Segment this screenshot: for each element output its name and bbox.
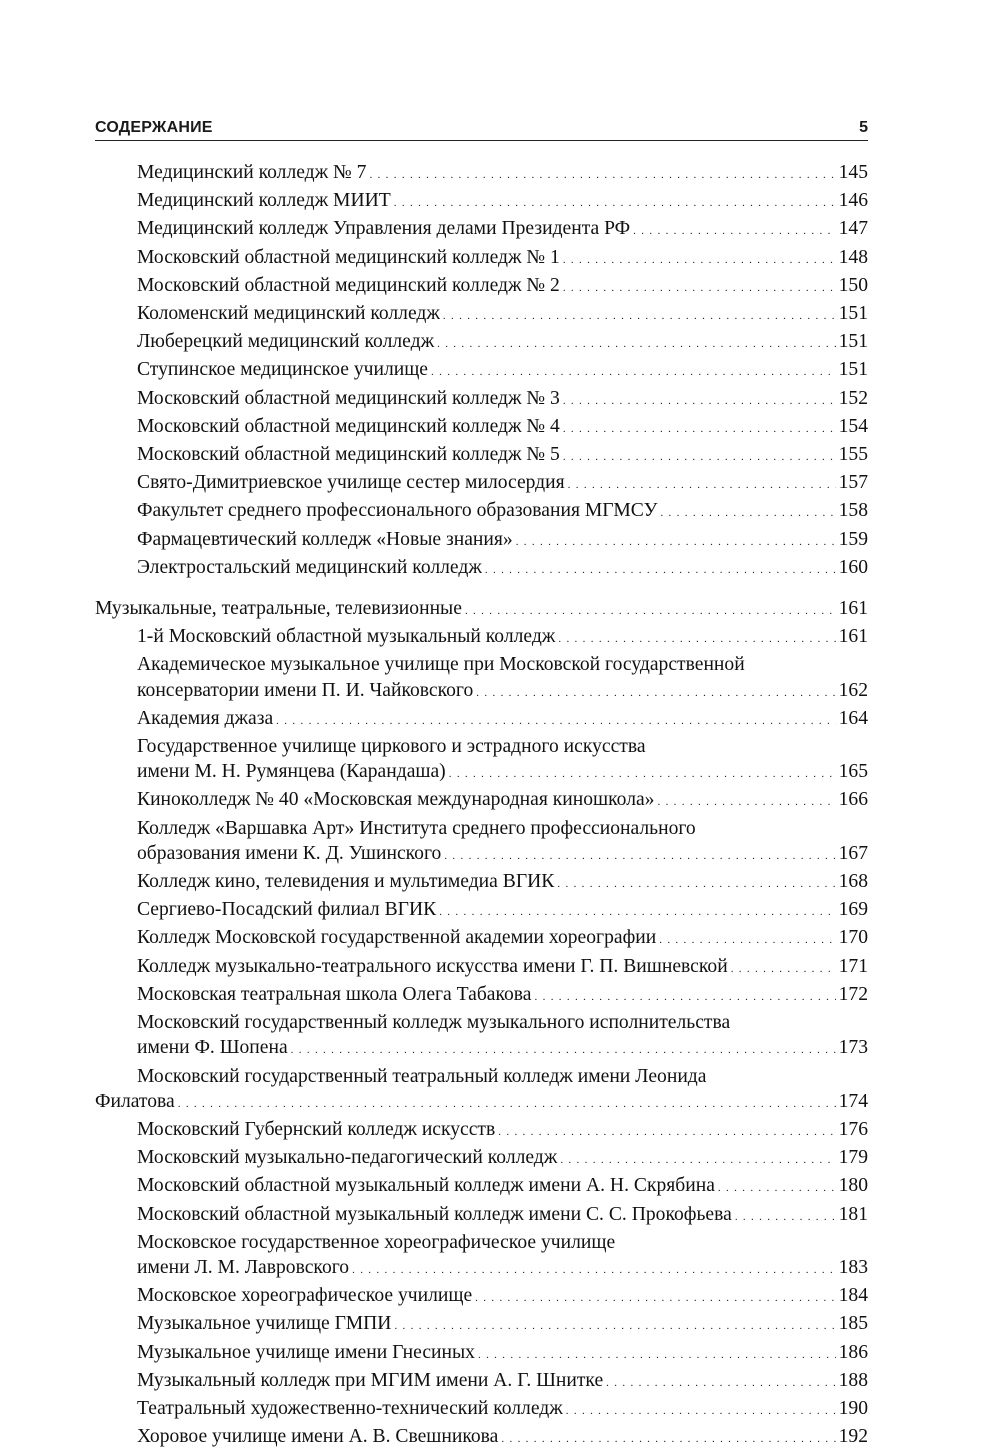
toc-entry-page: 173 — [838, 1037, 868, 1059]
toc-entry-page: 171 — [838, 955, 868, 977]
dot-leader — [444, 844, 835, 869]
toc-entry-title: Медицинский колледж Управления делами Президента РФ — [137, 218, 631, 240]
toc-entry-title: Музыкальный колледж при МГИМ имени А. Г. Шнитке — [137, 1369, 604, 1391]
toc-entry[interactable] — [95, 442, 868, 470]
toc-entry-page: 145 — [838, 162, 868, 183]
dot-leader — [633, 219, 835, 244]
dot-leader — [735, 1205, 836, 1230]
toc-entry-page: 150 — [838, 274, 868, 296]
dot-leader — [394, 191, 836, 216]
header-title: СОДЕРЖАНИЕ — [95, 119, 213, 136]
toc-entry[interactable] — [95, 734, 868, 787]
toc-entry-title: образования имени К. Д. Ушинского — [137, 842, 442, 864]
toc-entry-line: Академическое музыкальное училище при Московской государственной — [137, 654, 745, 676]
toc-entry-page: 166 — [838, 789, 868, 811]
toc-entry[interactable] — [95, 555, 868, 583]
toc-entry[interactable] — [95, 1424, 868, 1452]
toc-entry-page: 151 — [838, 359, 868, 381]
dot-leader — [437, 332, 836, 357]
toc-entry-title: имени М. Н. Румянцева (Карандаша) — [137, 761, 446, 783]
dot-leader — [439, 900, 835, 925]
toc-entry-page: 176 — [838, 1118, 868, 1140]
dot-leader — [498, 1120, 835, 1145]
toc-entry-page: 158 — [838, 500, 868, 522]
toc-entry[interactable] — [95, 1202, 868, 1230]
toc-entry-line: Московский государственный театральный колледж имени Леонида — [137, 1065, 707, 1087]
toc-entry-page: 169 — [838, 899, 868, 921]
toc-entry-page: 183 — [838, 1256, 868, 1278]
toc-entry-page: 152 — [838, 387, 868, 409]
toc-entry-page: 151 — [838, 303, 868, 325]
dot-leader — [568, 473, 836, 498]
toc-entry-title: Люберецкий медицинский колледж — [137, 331, 435, 353]
toc-entry-title: консерватории имени П. И. Чайковского — [137, 679, 474, 701]
dot-leader — [291, 1038, 836, 1063]
toc-entry[interactable] — [95, 624, 868, 652]
toc-entry[interactable] — [95, 1396, 868, 1424]
toc-entry-title: имени Л. М. Лавровского — [137, 1256, 350, 1278]
toc-entry-title: Хоровое училище имени А. В. Свешникова — [137, 1426, 499, 1448]
dot-leader — [563, 276, 836, 301]
dot-leader — [560, 1148, 835, 1173]
dot-leader — [465, 599, 836, 624]
toc-entry-title: Московский областной медицинский колледж № 4 — [137, 415, 560, 437]
toc-entry-page: 160 — [838, 556, 868, 578]
toc-entry[interactable] — [95, 1368, 868, 1396]
toc-entry[interactable] — [95, 245, 868, 273]
toc-entry-page: 161 — [838, 598, 868, 620]
toc-entry-title: Киноколледж № 40 «Московская международная киношкола» — [137, 789, 655, 811]
dot-leader — [566, 1399, 836, 1424]
dot-leader — [558, 627, 835, 652]
toc-entry[interactable] — [95, 216, 868, 244]
toc-entry-title: Московский областной музыкальный колледж имени С. С. Прокофьева — [137, 1203, 732, 1225]
toc-entry[interactable] — [95, 160, 868, 188]
toc-entry-title: имени Ф. Шопена — [137, 1037, 288, 1059]
toc-entry[interactable] — [95, 527, 868, 555]
toc-entry[interactable] — [95, 787, 868, 815]
toc-entry-title: Московский областной медицинский колледж № 3 — [137, 387, 560, 409]
toc-entry-title: Сергиево-Посадский филиал ВГИК — [137, 899, 437, 921]
dot-leader — [718, 1176, 836, 1201]
toc-entry[interactable] — [95, 1064, 868, 1117]
toc-entry[interactable] — [95, 982, 868, 1010]
toc-entry-page: 172 — [838, 983, 868, 1005]
toc-entry[interactable] — [95, 301, 868, 329]
toc-entry-title: Театральный художественно-технический колледж — [137, 1397, 563, 1419]
table-of-contents — [95, 160, 868, 1452]
dot-leader — [485, 558, 836, 583]
dot-leader — [606, 1371, 835, 1396]
toc-entry[interactable] — [95, 329, 868, 357]
toc-entry-page: 151 — [838, 331, 868, 353]
dot-leader — [563, 417, 836, 442]
dot-leader — [657, 790, 835, 815]
toc-entry-page: 188 — [838, 1369, 868, 1391]
toc-entry-title: Медицинский колледж МИИТ — [137, 190, 391, 212]
dot-leader — [557, 872, 835, 897]
toc-entry-title: Колледж Московской государственной академии хореографии — [137, 927, 657, 949]
toc-entry-title: Фармацевтический колледж «Новые знания» — [137, 528, 513, 550]
toc-entry-page: 170 — [838, 927, 868, 949]
toc-entry[interactable] — [95, 1010, 868, 1063]
toc-entry[interactable] — [95, 1145, 868, 1173]
toc-entry-line: Московский государственный колледж музыкального исполнительства — [137, 1012, 731, 1034]
toc-entry[interactable] — [95, 1230, 868, 1283]
toc-entry[interactable] — [95, 869, 868, 897]
toc-entry[interactable] — [95, 816, 868, 869]
toc-entry-title: Медицинский колледж № 7 — [137, 162, 367, 183]
toc-entry-title: Московский областной музыкальный колледж имени А. Н. Скрябина — [137, 1175, 715, 1197]
toc-entry[interactable] — [95, 897, 868, 925]
dot-leader — [476, 681, 835, 706]
toc-entry-title: Академия джаза — [137, 707, 274, 729]
toc-entry-page: 157 — [838, 472, 868, 494]
toc-entry-page: 174 — [838, 1090, 868, 1112]
toc-entry-title: Свято-Димитриевское училище сестер милосердия — [137, 472, 565, 494]
toc-entry[interactable] — [95, 1340, 868, 1368]
dot-leader — [535, 985, 836, 1010]
dot-leader — [475, 1286, 835, 1311]
toc-entry-title: Колледж кино, телевидения и мультимедиа ВГИК — [137, 871, 555, 893]
toc-entry-page: 185 — [838, 1313, 868, 1335]
toc-entry-page: 161 — [838, 626, 868, 648]
toc-entry-title: Филатова — [95, 1090, 175, 1112]
toc-entry-page: 159 — [838, 528, 868, 550]
toc-entry-page: 186 — [838, 1341, 868, 1363]
dot-leader — [501, 1427, 835, 1452]
toc-entry[interactable] — [95, 1283, 868, 1311]
dot-leader — [563, 445, 836, 470]
toc-entry[interactable] — [95, 188, 868, 216]
toc-entry-page: 148 — [838, 246, 868, 268]
toc-entry-title: Московский музыкально-педагогический колледж — [137, 1147, 558, 1169]
toc-entry-page: 164 — [838, 707, 868, 729]
running-header — [95, 118, 868, 141]
dot-leader — [178, 1092, 836, 1117]
toc-entry-page: 181 — [838, 1203, 868, 1225]
toc-entry-page: 162 — [838, 679, 868, 701]
toc-entry[interactable] — [95, 498, 868, 526]
toc-entry-page: 167 — [838, 842, 868, 864]
toc-entry[interactable] — [95, 386, 868, 414]
toc-entry[interactable] — [95, 414, 868, 442]
toc-entry-page: 180 — [838, 1175, 868, 1197]
toc-entry-title: Московское хореографическое училище — [137, 1285, 473, 1307]
toc-entry-page: 184 — [838, 1285, 868, 1307]
toc-entry[interactable] — [95, 273, 868, 301]
toc-entry[interactable] — [95, 1173, 868, 1201]
dot-leader — [563, 389, 836, 414]
toc-entry-title: Московский Губернский колледж искусств — [137, 1118, 496, 1140]
toc-entry-page: 192 — [838, 1426, 868, 1448]
dot-leader — [369, 163, 835, 188]
toc-entry-title: Колледж музыкально-театрального искусства имени Г. П. Вишневской — [137, 955, 728, 977]
toc-entry-line: Государственное училище циркового и эстрадного искусства — [137, 736, 646, 758]
toc-entry[interactable] — [95, 1311, 868, 1339]
dot-leader — [563, 248, 836, 273]
toc-entry[interactable] — [95, 652, 868, 705]
dot-leader — [394, 1314, 835, 1339]
toc-entry-title: Музыкальное училище ГМПИ — [137, 1313, 392, 1335]
toc-entry-title: Факультет среднего профессионального образования МГМСУ — [137, 500, 658, 522]
dot-leader — [449, 762, 836, 787]
toc-entry-line: Колледж «Варшавка Арт» Института среднего профессионального — [137, 817, 696, 839]
toc-entry-page: 155 — [838, 444, 868, 466]
header-page-number: 5 — [859, 119, 868, 136]
toc-entry-title: Музыкальные, театральные, телевизионные — [95, 598, 462, 620]
toc-entry-page: 165 — [838, 761, 868, 783]
dot-leader — [731, 957, 836, 982]
toc-entry-line: Московское государственное хореографическое училище — [137, 1231, 616, 1253]
toc-entry-title: Московский областной медицинский колледж № 1 — [137, 246, 560, 268]
toc-section-heading[interactable] — [95, 596, 868, 624]
toc-entry-page: 154 — [838, 415, 868, 437]
dot-leader — [443, 304, 836, 329]
toc-entry[interactable] — [95, 1117, 868, 1145]
toc-entry[interactable] — [95, 954, 868, 982]
toc-entry[interactable] — [95, 706, 868, 734]
toc-entry-page: 179 — [838, 1147, 868, 1169]
dot-leader — [478, 1343, 836, 1368]
toc-entry-title: Музыкальное училище имени Гнесиных — [137, 1341, 475, 1363]
toc-entry-title: Коломенский медицинский колледж — [137, 303, 440, 325]
toc-entry-title: Электростальский медицинский колледж — [137, 556, 482, 578]
toc-entry-title: Московская театральная школа Олега Табакова — [137, 983, 532, 1005]
dot-leader — [660, 501, 835, 526]
toc-entry-title: Ступинское медицинское училище — [137, 359, 429, 381]
toc-entry-page: 190 — [838, 1397, 868, 1419]
dot-leader — [659, 928, 835, 953]
toc-entry-title: Московский областной медицинский колледж № 5 — [137, 444, 560, 466]
dot-leader — [516, 530, 836, 555]
toc-entry[interactable] — [95, 470, 868, 498]
dot-leader — [352, 1258, 836, 1283]
toc-entry-page: 168 — [838, 871, 868, 893]
toc-entry-page: 147 — [838, 218, 868, 240]
dot-leader — [276, 709, 835, 734]
toc-entry-title: 1-й Московский областной музыкальный колледж — [137, 626, 556, 648]
toc-entry[interactable] — [95, 925, 868, 953]
dot-leader — [431, 360, 836, 385]
toc-entry-title: Московский областной медицинский колледж № 2 — [137, 274, 560, 296]
toc-entry[interactable] — [95, 357, 868, 385]
toc-entry-page: 146 — [838, 190, 868, 212]
